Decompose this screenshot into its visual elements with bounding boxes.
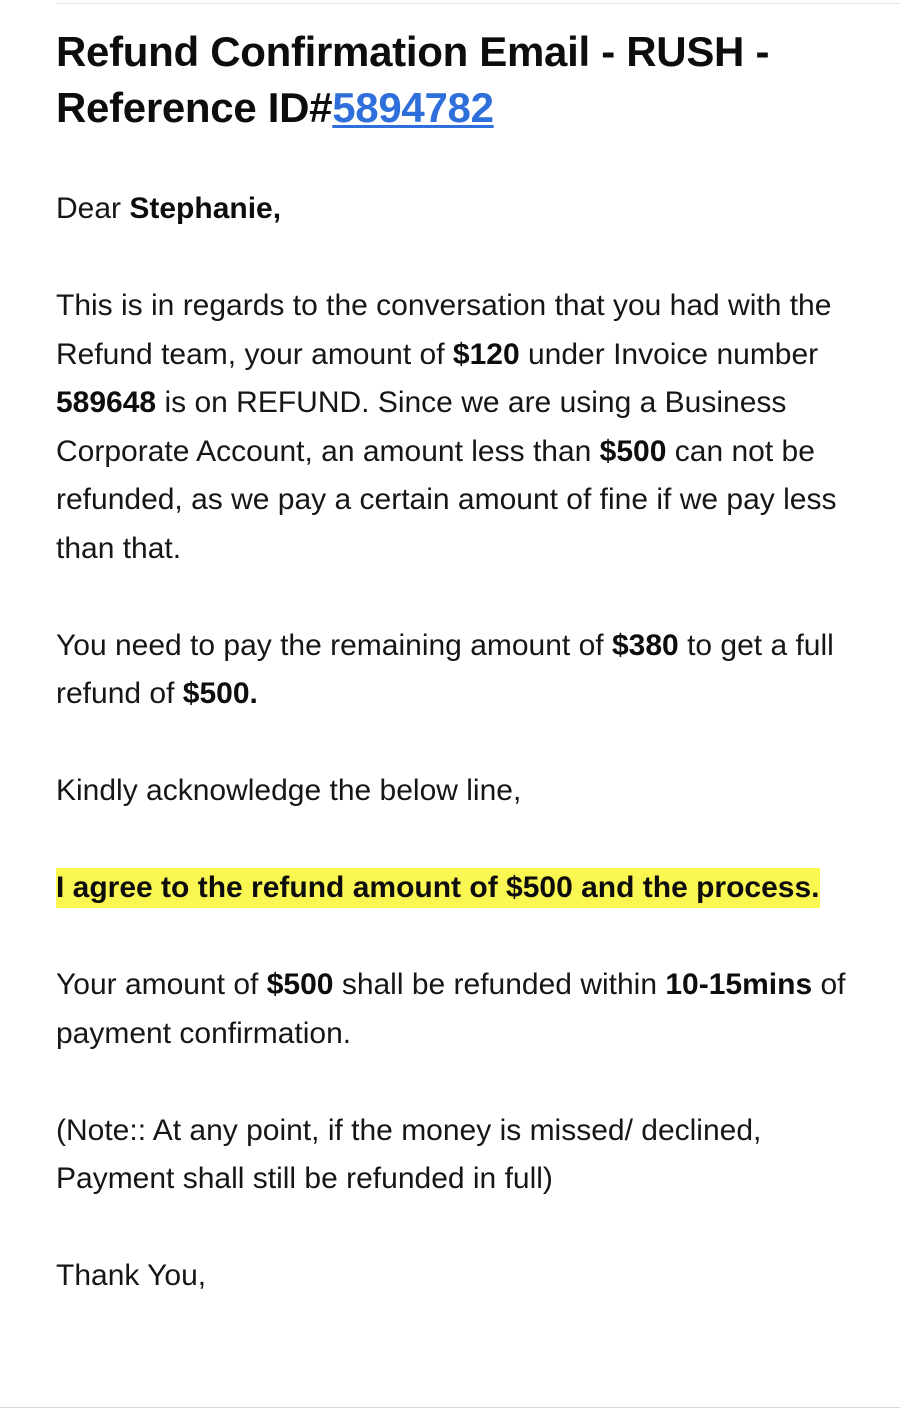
reference-id-link[interactable]: 5894782 xyxy=(332,84,494,131)
top-divider xyxy=(56,3,900,4)
email-message xyxy=(56,24,846,1301)
greeting xyxy=(56,185,846,234)
invoice-number: 589648 xyxy=(56,386,157,419)
time-window: 10-15mins xyxy=(665,968,813,1001)
amount-500: $500 xyxy=(599,434,667,468)
acknowledge-line: Kindly acknowledge the below line, xyxy=(56,774,522,807)
paragraph-refund-details xyxy=(56,282,846,573)
subject-text: Refund Confirmation Email - RUSH - Reference ID# xyxy=(56,28,770,131)
paragraph-remaining-amount xyxy=(56,622,846,719)
refund-amount: $500 xyxy=(266,968,334,1001)
recipient-name: Stephanie, xyxy=(129,192,282,225)
greeting-word: Dear xyxy=(56,192,122,225)
paragraph-text: can not be refunded, as we pay a certain amount of fine if we pay less than that. xyxy=(56,434,837,565)
highlighted-agreement-text: I agree to the refund amount of $500 and the process. xyxy=(56,868,820,908)
note-paragraph: (Note:: At any point, if the money is missed/ declined, Payment shall still be refunded in full) xyxy=(56,1113,762,1195)
signoff: Thank You, xyxy=(56,1259,207,1292)
paragraph-text: under Invoice number xyxy=(528,337,819,371)
email-body xyxy=(56,185,846,1301)
paragraph-text: You need to pay the remaining amount of xyxy=(56,628,604,662)
full-refund-amount: $500. xyxy=(182,677,258,710)
amount-120: $120 xyxy=(452,337,520,371)
paragraph-text: shall be refunded within xyxy=(341,968,658,1001)
paragraph-text: of payment confirmation. xyxy=(56,968,846,1050)
paragraph-text: is on REFUND. Since we are using a Business Corporate Account, an amount less than xyxy=(56,386,787,468)
paragraph-text: Your amount of xyxy=(56,968,259,1001)
paragraph-refund-timing xyxy=(56,961,846,1058)
remaining-amount: $380 xyxy=(611,628,679,662)
agreement-statement xyxy=(56,864,846,913)
paragraph-text: to get a full refund of xyxy=(56,628,834,710)
paragraph-text: This is in regards to the conversation that you had with the Refund team, your amount of xyxy=(56,289,832,371)
email-subject xyxy=(56,24,846,136)
